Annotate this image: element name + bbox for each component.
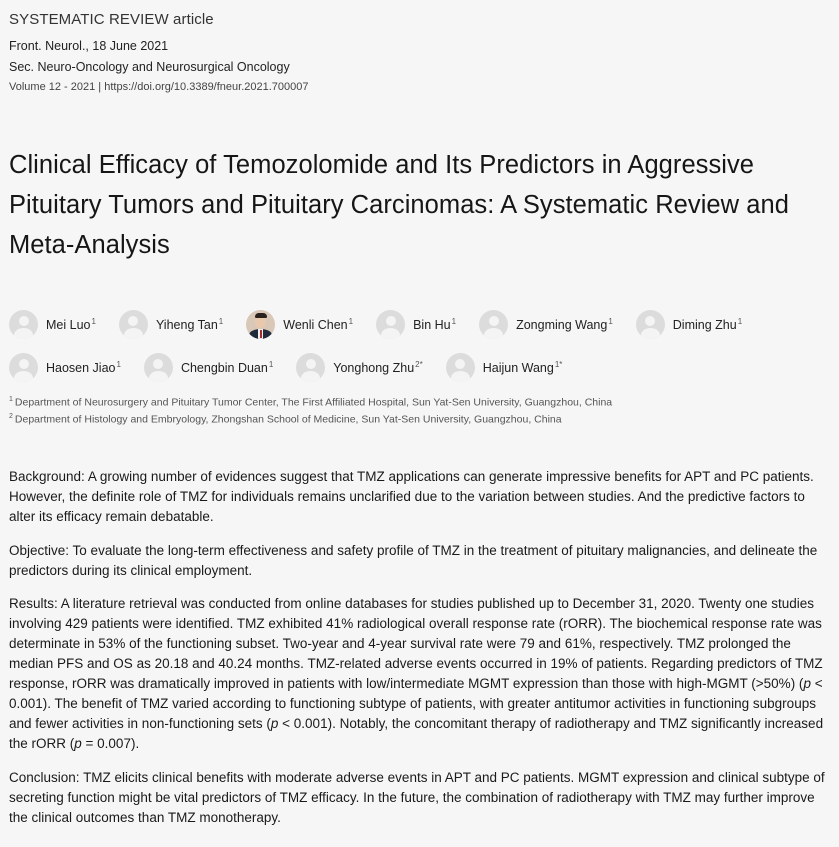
section-text: TMZ elicits clinical benefits with moderate adverse events in APT and PC patients. MGMT expression and clinical subtype of secreting function might be vital predictors of TMZ efficacy. In the future, the combination of radiotherapy with TMZ may further improve the clinical outcomes than TMZ monotherapy. bbox=[9, 769, 825, 825]
placeholder-avatar-icon bbox=[296, 353, 325, 382]
author-list bbox=[9, 310, 829, 382]
author-name: Yiheng Tan$^1$ bbox=[155, 316, 224, 333]
journal-date: Front. Neurol., 18 June 2021 bbox=[9, 39, 169, 53]
author-name: Wenli Chen$^1$ bbox=[283, 316, 354, 333]
author[interactable] bbox=[446, 353, 563, 382]
separator: | bbox=[98, 81, 102, 93]
placeholder-avatar-icon bbox=[119, 310, 148, 339]
placeholder-avatar-icon bbox=[479, 310, 508, 339]
author[interactable] bbox=[636, 310, 742, 339]
placeholder-avatar-icon bbox=[446, 353, 475, 382]
abstract bbox=[9, 467, 832, 828]
author-name: Diming Zhu$^1$ bbox=[672, 316, 743, 333]
section-label: Objective: bbox=[9, 542, 70, 558]
affiliation: $^2$ Department of Histology and Embryology, Zhongshan School of Medicine, Sun Yat-Sen University, Guangzhou, China bbox=[9, 412, 562, 425]
author-name: Yonghong Zhu$^{2*}$ bbox=[333, 359, 423, 376]
placeholder-avatar-icon bbox=[376, 310, 405, 339]
placeholder-avatar-icon bbox=[636, 310, 665, 339]
affiliation: $^1$ Department of Neurosurgery and Pituitary Tumor Center, The First Affiliated Hospital, Sun Yat-Sen University, Guangzhou, China bbox=[9, 396, 613, 409]
volume-doi-line bbox=[9, 81, 839, 93]
section-label: Background: bbox=[9, 469, 85, 484]
author-name: Bin Hu$^1$ bbox=[413, 316, 457, 333]
abstract-background bbox=[9, 467, 832, 527]
placeholder-avatar-icon bbox=[144, 353, 173, 382]
author-name: Mei Luo$^1$ bbox=[46, 316, 96, 333]
article-title: Clinical Efficacy of Temozolomide and Its Predictors in Aggressive Pituitary Tumors and Pituitary Carcinomas: A Systematic Review and Meta-Analysis bbox=[9, 151, 789, 259]
placeholder-avatar-icon bbox=[9, 353, 38, 382]
author-name: Haijun Wang$^{1*}$ bbox=[482, 359, 563, 376]
doi-link[interactable]: https://doi.org/10.3389/fneur.2021.700007 bbox=[104, 81, 309, 93]
section-label: Conclusion: bbox=[9, 769, 80, 785]
author[interactable] bbox=[144, 353, 273, 382]
author[interactable] bbox=[119, 310, 223, 339]
journal-section[interactable]: Sec. Neuro-Oncology and Neurosurgical Oncology bbox=[9, 60, 290, 74]
affiliations bbox=[9, 396, 839, 425]
author-name: Zongming Wang$^1$ bbox=[516, 316, 613, 333]
article-type: SYSTEMATIC REVIEW article bbox=[9, 11, 214, 28]
author-row bbox=[9, 353, 829, 382]
placeholder-avatar-icon bbox=[9, 310, 38, 339]
abstract-conclusion bbox=[9, 768, 832, 828]
volume: Volume 12 - 2021 bbox=[9, 81, 96, 93]
section-label: Results: bbox=[9, 596, 58, 611]
author-photo bbox=[246, 310, 275, 339]
author[interactable] bbox=[246, 310, 353, 339]
author-name: Chengbin Duan$^1$ bbox=[180, 359, 274, 376]
author-name: Haosen Jiao$^1$ bbox=[46, 359, 121, 376]
author[interactable] bbox=[479, 310, 613, 339]
abstract-objective bbox=[9, 541, 832, 581]
author[interactable] bbox=[9, 353, 121, 382]
author-row bbox=[9, 310, 829, 339]
author[interactable] bbox=[9, 310, 96, 339]
author[interactable] bbox=[296, 353, 422, 382]
author[interactable] bbox=[376, 310, 456, 339]
abstract-results: Results: A literature retrieval was conducted from online databases for studies published up to December 31, 2020. Twenty one studies involving 429 patients were identified. TMZ exhibited 41% radiological overall response rate (rORR). The biochemical response rate was determinate in 53% of the functioning subset. Two-year and 4-year survival rate were 79 and 61%, respectively. TMZ prolonged the median PFS and OS as 20.18 and 40.24 months. TMZ-related adverse events occurred in 19% of patients. Regarding predictors of TMZ response, rORR was dramatically improved in patients with low/intermediate MGMT expression than those with high-MGMT (>50%) (p < 0.001). The benefit of TMZ varied according to functioning subtype of patients, with greater antitumor activities in functioning subgroups and fewer activities in non-functioning sets (p < 0.001). Notably, the concomitant therapy of radiotherapy and TMZ significantly increased the rORR (p = 0.007). bbox=[9, 596, 824, 751]
section-text: To evaluate the long-term effectiveness and safety profile of TMZ in the treatment of pituitary malignancies, and delineate the predictors during its clinical employment. bbox=[9, 542, 818, 578]
section-text: A growing number of evidences suggest that TMZ applications can generate impressive benefits for APT and PC patients. However, the definite role of TMZ for individuals remains unclarified due to the variation between studies. And the predictive factors to alter its efficacy remain debatable. bbox=[9, 469, 814, 524]
